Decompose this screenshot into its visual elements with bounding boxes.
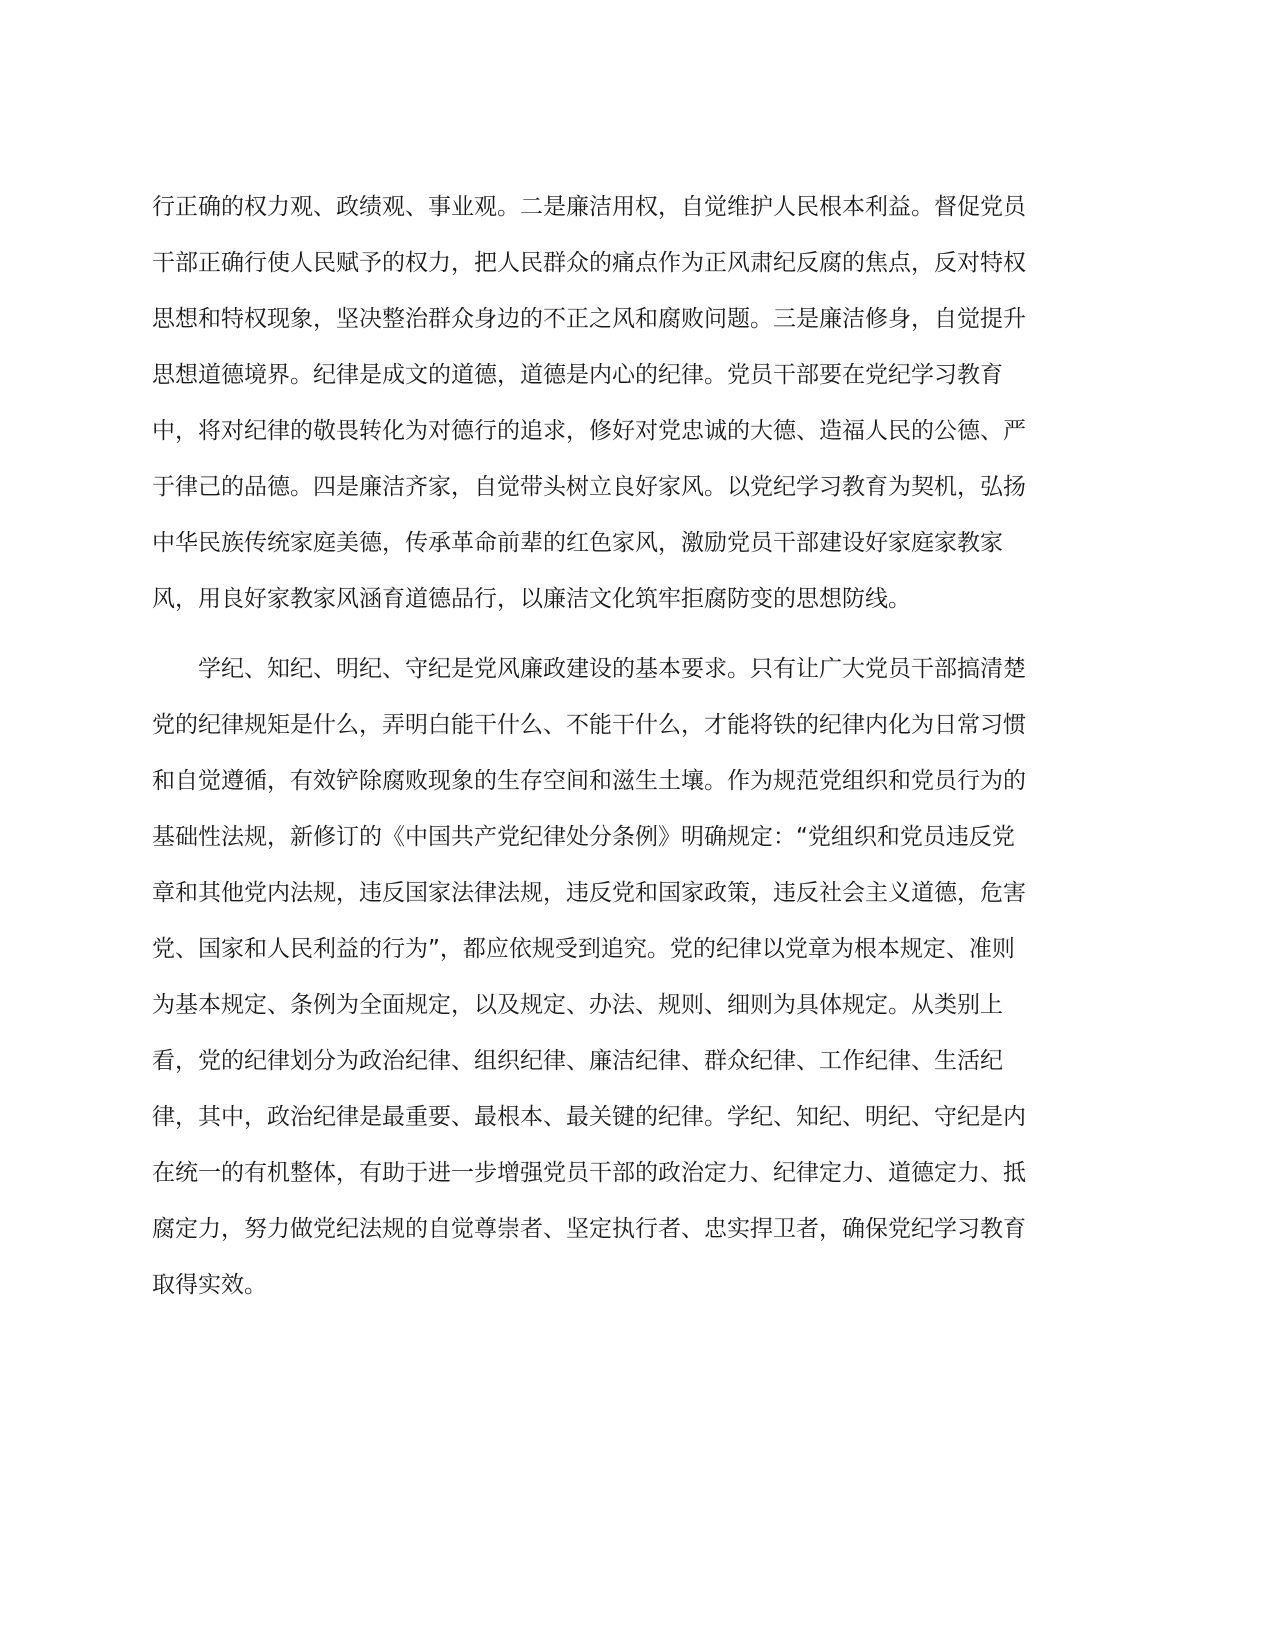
paragraph-line: 腐定力，努力做党纪法规的自觉尊崇者、坚定执行者、忠实捍卫者，确保党纪学习教育 xyxy=(152,1216,1026,1242)
paragraph-line: 行正确的权力观、政绩观、事业观。二是廉洁用权，自觉维护人民根本利益。督促党员 xyxy=(152,194,1026,220)
paragraph-line: 中华民族传统家庭美德，传承革命前辈的红色家风，激励党员干部建设好家庭家教家 xyxy=(152,530,1003,556)
paragraph-line: 党的纪律规矩是什么，弄明白能干什么、不能干什么，才能将铁的纪律内化为日常习惯 xyxy=(152,712,1026,738)
paragraph-line: 律，其中，政治纪律是最重要、最根本、最关键的纪律。学纪、知纪、明纪、守纪是内 xyxy=(152,1104,1026,1130)
paragraph-line: 思想和特权现象，坚决整治群众身边的不正之风和腐败问题。三是廉洁修身，自觉提升 xyxy=(152,306,1026,332)
paragraph-line: 学纪、知纪、明纪、守纪是党风廉政建设的基本要求。只有让广大党员干部搞清楚 xyxy=(198,656,1026,682)
paragraph-line: 章和其他党内法规，违反国家法律法规，违反党和国家政策，违反社会主义道德，危害 xyxy=(152,880,1026,906)
paragraph-line: 基础性法规，新修订的《中国共产党纪律处分条例》明确规定：“党组织和党员违反党 xyxy=(152,824,1015,850)
paragraph-line: 干部正确行使人民赋予的权力，把人民群众的痛点作为正风肃纪反腐的焦点，反对特权 xyxy=(152,250,1026,276)
paragraph-line: 于律己的品德。四是廉洁齐家，自觉带头树立良好家风。以党纪学习教育为契机，弘扬 xyxy=(152,474,1026,500)
paragraph-line: 思想道德境界。纪律是成文的道德，道德是内心的纪律。党员干部要在党纪学习教育 xyxy=(152,362,1003,388)
paragraph-line: 为基本规定、条例为全面规定，以及规定、办法、规则、细则为具体规定。从类别上 xyxy=(152,992,1003,1018)
paragraph-line: 在统一的有机整体，有助于进一步增强党员干部的政治定力、纪律定力、道德定力、抵 xyxy=(152,1160,1026,1186)
paragraph-line: 和自觉遵循，有效铲除腐败现象的生存空间和滋生土壤。作为规范党组织和党员行为的 xyxy=(152,768,1026,794)
paragraph-line: 党、国家和人民利益的行为”，都应依规受到追究。党的纪律以党章为根本规定、准则 xyxy=(152,936,1015,962)
paragraph-line: 看，党的纪律划分为政治纪律、组织纪律、廉洁纪律、群众纪律、工作纪律、生活纪 xyxy=(152,1048,1003,1074)
paragraph-line: 中，将对纪律的敬畏转化为对德行的追求，修好对党忠诚的大德、造福人民的公德、严 xyxy=(152,418,1026,444)
paragraph-line: 风，用良好家教家风涵育道德品行，以廉洁文化筑牢拒腐防变的思想防线。 xyxy=(152,586,911,612)
paragraph-line: 取得实效。 xyxy=(152,1272,267,1298)
